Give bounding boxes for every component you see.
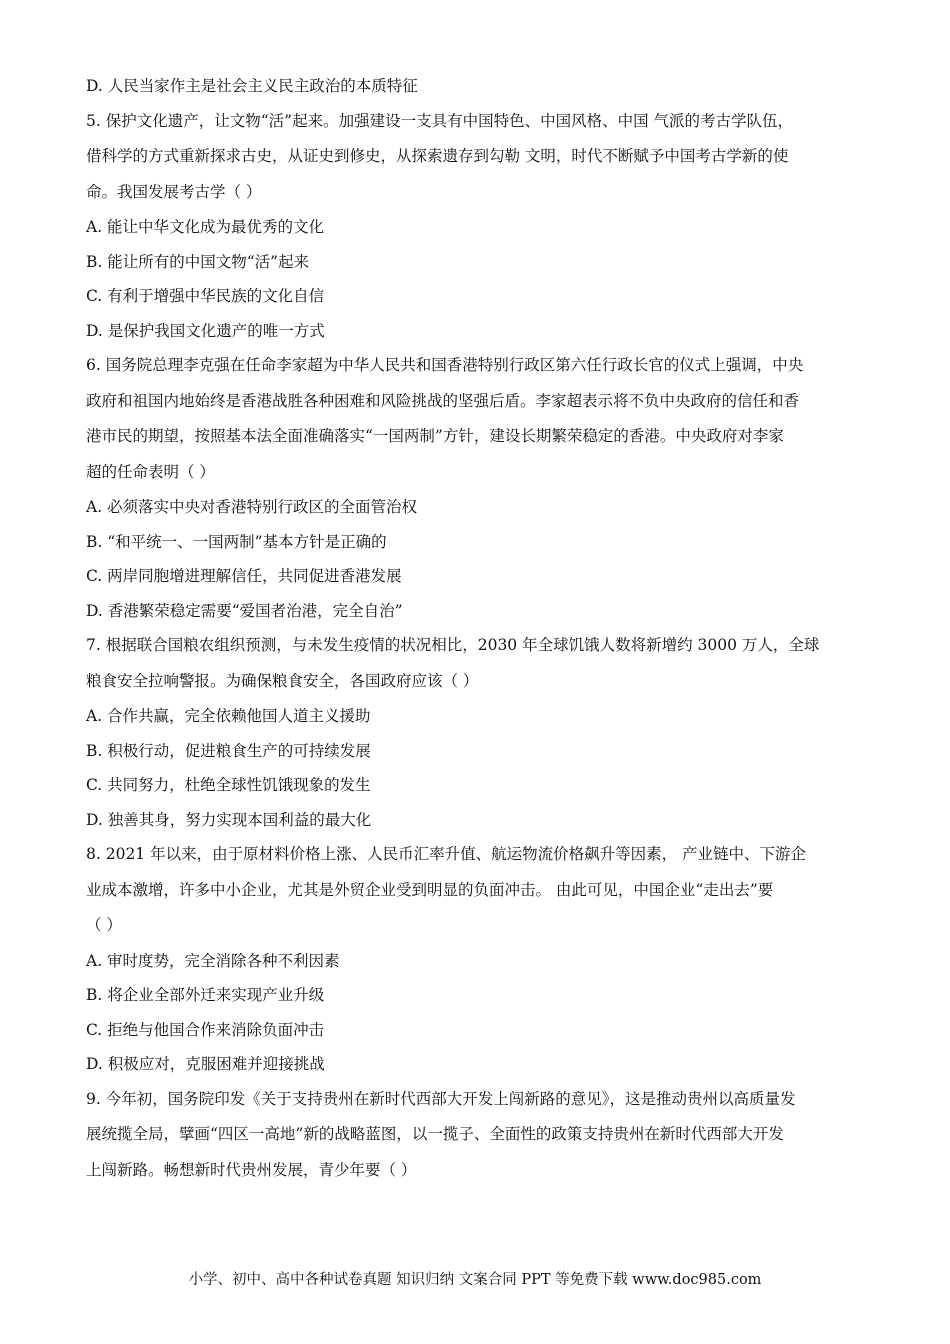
question-5-line-2: 借科学的方式重新探求古史，从证史到修史，从探索遗存到勾勒 文明，时代不断赋予中国考古学新的使: [86, 147, 789, 165]
option-b-q5: B. 能让所有的中国文物“活”起来: [86, 252, 310, 271]
option-b-q7: B. 积极行动，促进粮食生产的可持续发展: [86, 741, 371, 760]
question-9-line-1: 9. 今年初，国务院印发《关于支持贵州在新时代西部大开发上闯新路的意见》，这是推动贵州以高质量发: [86, 1089, 796, 1108]
question-6-line-3: 港市民的期望，按照基本法全面准确落实“一国两制”方针，建设长期繁荣稳定的香港。中央政府对李家: [86, 427, 784, 445]
question-9-line-3: 上闯新路。畅想新时代贵州发展，青少年要（ ）: [86, 1160, 417, 1179]
question-8-line-3: （ ）: [86, 916, 122, 934]
question-8-line-2: 业成本激增，许多中小企业，尤其是外贸企业受到明显的负面冲击。 由此可见，中国企业“走出去”要: [86, 880, 774, 899]
question-7-line-2: 粮食安全拉响警报。为确保粮食安全，各国政府应该（ ）: [86, 671, 479, 690]
question-6-line-1: 6. 国务院总理李克强在任命李家超为中华人民共和国香港特别行政区第六任行政长官的仪式上强调，中央: [86, 356, 804, 374]
question-6-line-4: 超的任命表明（ ）: [86, 462, 215, 481]
option-c-q7: C. 共同努力，杜绝全球性饥饿现象的发生: [86, 776, 371, 794]
option-b-q6: B. “和平统一、一国两制”基本方针是正确的: [86, 532, 387, 551]
question-7-line-1: 7. 根据联合国粮农组织预测，与未发生疫情的状况相比，2030 年全球饥饿人数将新增约 3000 万人，全球: [86, 636, 820, 654]
option-d-q5: D. 是保护我国文化遗产的唯一方式: [86, 321, 325, 340]
option-d-q7: D. 独善其身，努力实现本国利益的最大化: [86, 810, 372, 829]
option-d-q4: D. 人民当家作主是社会主义民主政治的本质特征: [86, 77, 418, 95]
option-a-q7: A. 合作共赢，完全依赖他国人道主义援助: [86, 707, 371, 725]
option-d-q6: D. 香港繁荣稳定需要“爱国者治港，完全自治”: [86, 601, 403, 620]
question-5-line-3: 命。我国发展考古学（ ）: [86, 182, 262, 201]
question-6-line-2: 政府和祖国内地始终是香港战胜各种困难和风险挑战的坚强后盾。李家超表示将不负中央政府的信任和香: [86, 391, 800, 410]
question-8-line-1: 8. 2021 年以来，由于原材料价格上涨、人民币汇率升值、航运物流价格飙升等因素， 产业链中、下游企: [86, 845, 807, 863]
option-c-q5: C. 有利于增强中华民族的文化自信: [86, 287, 325, 305]
question-5-line-1: 5. 保护文化遗产，让文物“活”起来。加强建设一支具有中国特色、中国风格、中国 气派的考古学队伍，: [86, 111, 793, 130]
option-a-q6: A. 必须落实中央对香港特别行政区的全面管治权: [86, 498, 418, 516]
option-b-q8: B. 将企业全部外迁来实现产业升级: [86, 986, 325, 1004]
question-9-line-2: 展统揽全局，擘画“四区一高地”新的战略蓝图，以一揽子、全面性的政策支持贵州在新时代西部大开发: [86, 1125, 784, 1143]
option-a-q8: A. 审时度势，完全消除各种不利因素: [86, 951, 340, 970]
document-body: [86, 74, 872, 1193]
option-d-q8: D. 积极应对，克服困难并迎接挑战: [86, 1055, 325, 1073]
option-c-q6: C. 两岸同胞增进理解信任，共同促进香港发展: [86, 567, 402, 585]
option-c-q8: C. 拒绝与他国合作来消除负面冲击: [86, 1020, 325, 1039]
option-a-q5: A. 能让中华文化成为最优秀的文化: [86, 218, 325, 236]
page-footer: 小学、初中、高中各种试卷真题 知识归纳 文案合同 PPT 等免费下载 www.doc985.com: [188, 1272, 762, 1288]
